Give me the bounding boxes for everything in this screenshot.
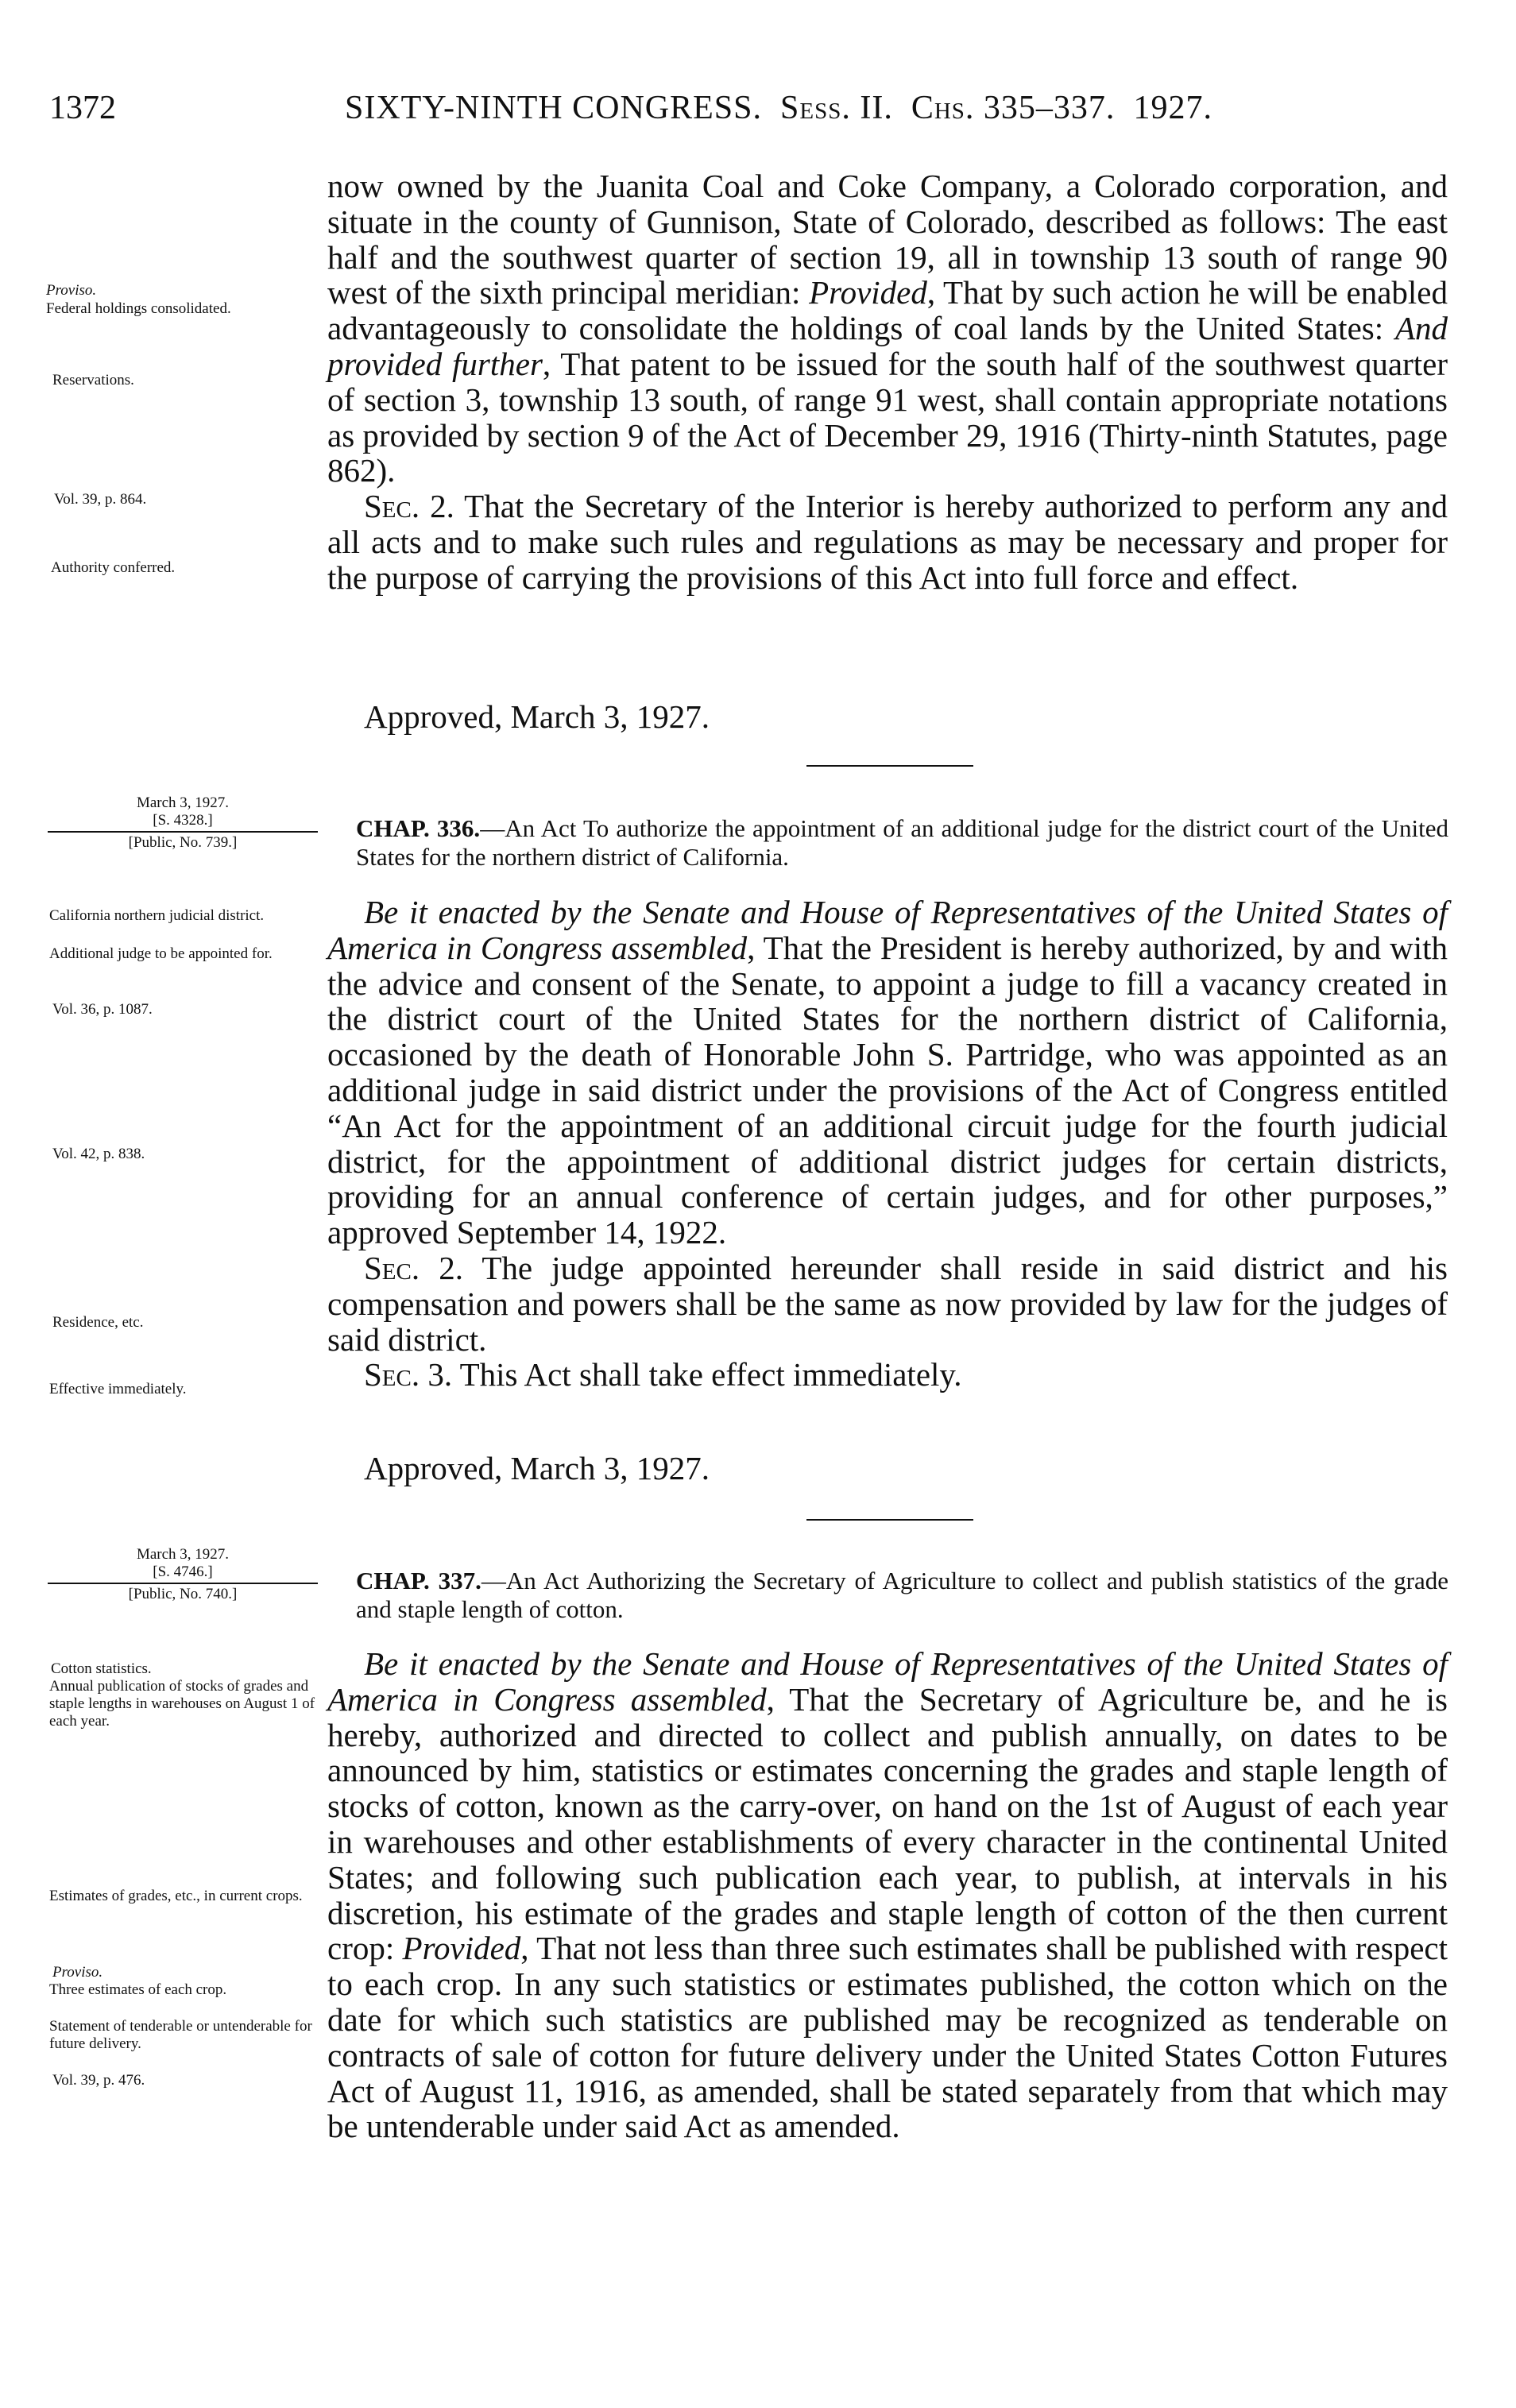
chap337-text2: , That not less than three such estimates shall be published with respect to each crop. In any such statistics or estimates published, the cotton which on the date for which such statistics are published may be recognized as tenderable on contracts of sale of cotton for future delivery under the United States Cotton Futures Act of August 11, 1916, as amended, shall be stated separately from that which may be untenderable under said Act as amended. — [327, 1930, 1448, 2145]
chap336-title: —An Act To authorize the appointment of an additional judge for the district court of the United States for the northern district of California. — [356, 814, 1448, 871]
margin-cotton-statistics: Cotton statistics. — [51, 1660, 152, 1677]
margin-vol39-864: Vol. 39, p. 864. — [54, 491, 147, 508]
chap335-text-b: , That by such action he will be enabled advantageously to consolidate the holdings of coal lands by the United States: — [327, 274, 1448, 347]
chap337-heading — [356, 1567, 1448, 1624]
chap335-para1 — [327, 168, 1448, 489]
chap335-sec2-text: That the Secretary of the Interior is hereby authorized to perform any and all acts and to make such rules and regulations as may be necessary and proper for the purpose of carrying the provisions of this Act into full force and effect. — [327, 488, 1448, 596]
chap335-sec2-label: Sec. 2. — [364, 488, 454, 525]
chap337-public: [Public, No. 740.] — [128, 1586, 238, 1602]
chap335-text-a: now owned by the Juanita Coal and Coke Company, a Colorado corporation, and situate in the county of Gunnison, State of Colorado, described as follows: The east half and the southwest quarter of section 19, all in township 13 south of range 90 west of the sixth principal meridian: — [327, 168, 1448, 311]
margin-reservations: Reservations. — [52, 372, 134, 388]
margin-vol36: Vol. 36, p. 1087. — [52, 1001, 153, 1018]
divider-rule-1 — [806, 765, 973, 767]
chap336-sec2 — [327, 1250, 1448, 1357]
chap337-provided: Provided — [402, 1930, 521, 1967]
margin-authority: Authority conferred. — [51, 559, 176, 576]
chap336-body — [327, 895, 1448, 1393]
page-number: 1372 — [49, 90, 116, 126]
chap336-enacting-clause: Be it enacted by the Senate and House of Representatives of the United States of America in Congress assembled — [327, 894, 1448, 966]
chap336-text1: , That the President is hereby authorized, by and with the advice and consent of the Senate, to appoint a judge to fill a vacancy created in the district court of the United States for the northern district of California, occasioned by the death of Honorable John S. Partridge, who was appointed as an additional judge in said district under the provisions of the Act of Congress entitled “An Act for the appointment of an additional circuit judge for the fourth judicial district, for the appointment of additional district judges for certain districts, providing for an annual conference of certain judges, and for other purposes,” approved September 14, 1922. — [327, 929, 1448, 1251]
chap336-sec2-label: Sec. 2. — [364, 1249, 463, 1286]
margin-proviso-337: Proviso. — [52, 1964, 103, 1981]
margin-california: California northern judicial district. — [49, 907, 265, 924]
chap336-public: [Public, No. 739.] — [128, 834, 238, 851]
margin-vol42: Vol. 42, p. 838. — [52, 1146, 145, 1162]
margin-statement: Statement of tenderable or untenderable for future delivery. — [49, 2018, 312, 2052]
chap337-date: March 3, 1927. — [136, 1546, 230, 1563]
chap335-sec2 — [327, 489, 1448, 595]
chap336-approved: Approved, March 3, 1927. — [364, 1450, 710, 1486]
chap335-provided: Provided — [809, 274, 927, 311]
margin-vol39-476: Vol. 39, p. 476. — [52, 2072, 145, 2089]
margin-annual-publication: Annual publication of stocks of grades and staple lengths in warehouses on August 1 of each year. — [49, 1678, 315, 1730]
chap336-sidebox-rule — [48, 831, 318, 833]
chap336-sec3-label: Sec. 3. — [364, 1356, 453, 1393]
margin-estimates: Estimates of grades, etc., in current crops. — [49, 1888, 303, 1904]
margin-additional-judge: Additional judge to be appointed for. — [49, 945, 273, 962]
chap335-text-c: , That patent to be issued for the south half of the southwest quarter of section 3, township 13 south, of range 91 west, shall contain appropriate notations as provided by section 9 of the Act of December 29, 1916 (Thirty-ninth Statutes, page 862). — [327, 345, 1448, 489]
chap335-approved: Approved, March 3, 1927. — [364, 698, 710, 735]
chap336-sidebox — [48, 794, 318, 852]
page-header — [49, 89, 1448, 137]
chap336-heading — [356, 814, 1448, 872]
chapters-label: Chs. 335–337. — [911, 90, 1116, 126]
chap337-body — [327, 1646, 1448, 2144]
chap336-para1 — [327, 895, 1448, 1250]
chap336-sec2-text: The judge appointed hereunder shall reside in said district and his compensation and powers shall be the same as now provided by law for the judges of said district. — [327, 1249, 1448, 1358]
session-label: Sess. II. — [780, 90, 893, 126]
chap336-number: CHAP. 336. — [356, 814, 481, 842]
chap336-bill: [S. 4328.] — [153, 812, 213, 829]
chap336-date: March 3, 1927. — [136, 794, 230, 811]
chap336-sec3-text: This Act shall take effect immediately. — [452, 1356, 962, 1393]
chap335-body — [327, 168, 1448, 596]
year-label: 1927. — [1133, 90, 1212, 126]
margin-residence: Residence, etc. — [52, 1314, 144, 1331]
chap337-title: —An Act Authorizing the Secretary of Agriculture to collect and publish statistics of the grade and staple length of cotton. — [356, 1567, 1448, 1623]
margin-effective: Effective immediately. — [49, 1381, 187, 1397]
chap337-bill: [S. 4746.] — [153, 1563, 213, 1580]
chap337-sidebox — [48, 1546, 318, 1603]
chap337-para1 — [327, 1646, 1448, 2144]
chap337-number: CHAP. 337. — [356, 1567, 481, 1594]
chap335-and-provided: And provided further — [327, 310, 1448, 382]
running-title — [345, 89, 1212, 127]
congress-title: SIXTY-NINTH CONGRESS. — [345, 90, 763, 126]
margin-three-estimates: Three estimates of each crop. — [49, 1981, 227, 1998]
margin-federal-holdings: Federal holdings consolidated. — [46, 300, 231, 317]
margin-proviso: Proviso. — [46, 282, 97, 299]
chap337-enacting-clause: Be it enacted by the Senate and House of Representatives of the United States of America in Congress assembled — [327, 1645, 1448, 1718]
chap336-sec3 — [327, 1357, 1448, 1393]
chap337-text1: , That the Secretary of Agriculture be, and he is hereby, authorized and directed to collect and publish annually, on dates to be announced by him, statistics or estimates concerning the grades and staple length of stocks of cotton, known as the carry-over, on hand on the 1st of August of each year in warehouses and other establishments of every character in the continental United States; and following such publication each year, to publish, at intervals in his discretion, his estimate of the grades and staple length of cotton of the then current crop: — [327, 1680, 1448, 1967]
divider-rule-2 — [806, 1519, 973, 1521]
chap337-sidebox-rule — [48, 1583, 318, 1584]
